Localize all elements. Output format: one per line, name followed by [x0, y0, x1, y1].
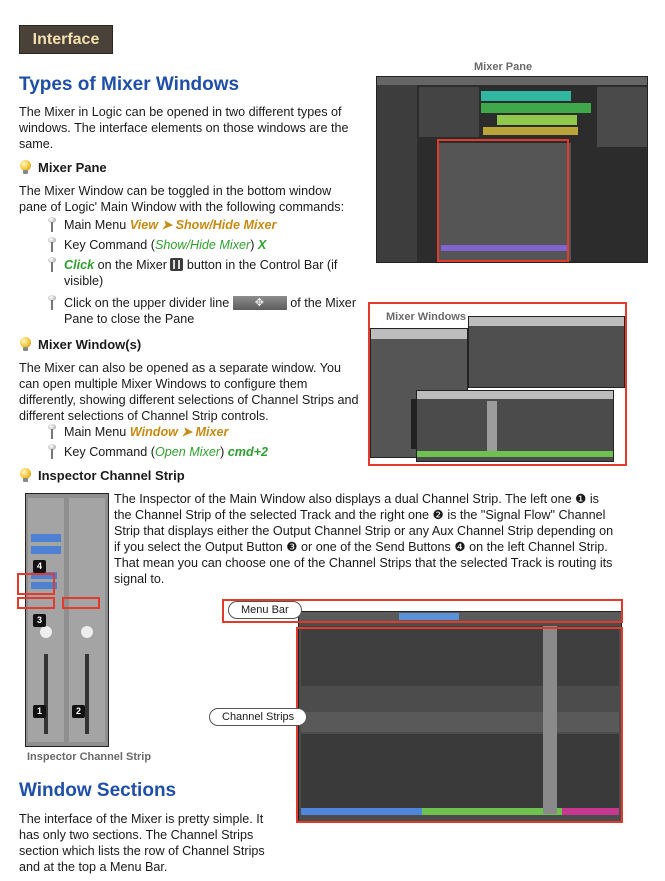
inspector-text: The Inspector of the Main Window also displays a dual Channel Strip. The left one ❶ is the Channel Strip of the selected Track and the right one ❷ is the "Signal Flow" Channel Strip that displays either the Output Channel Strip or any Aux Channel Strip depending on if you select the Output Button ❸ or one of the Send Buttons ❹ on the left Channel Strip. That mean you can choose one of the Channel Strips that the selected Track is routing its signal to.: [114, 492, 614, 586]
click-word: Click: [64, 258, 95, 272]
bullet-text: Key Command (: [64, 238, 155, 252]
mixer-window-screenshot-3: [416, 390, 614, 462]
types-intro: The Mixer in Logic can be opened in two different types of windows. The interface elements on those windows are the same.: [19, 105, 349, 151]
inspector-caption: Inspector Channel Strip: [27, 751, 152, 763]
pushpin-icon: [46, 295, 58, 311]
key-command-key: cmd+2: [227, 445, 269, 459]
section-tag: Interface: [19, 25, 113, 54]
channel-strips-highlight: [296, 627, 623, 823]
mixer-windows-bullet-1: [46, 424, 228, 440]
channel-strips-callout: Channel Strips: [209, 708, 307, 726]
bullet-text: Main Menu: [64, 425, 130, 439]
lightbulb-icon: [19, 468, 32, 483]
inspector-heading-text: Inspector Channel Strip: [38, 468, 185, 483]
pushpin-icon: [46, 217, 58, 233]
output-button-highlight: [17, 597, 55, 609]
mixer-windows-heading-text: Mixer Window(s): [38, 337, 142, 352]
mixer-pane-highlight: [437, 139, 569, 262]
pushpin-icon: [46, 424, 58, 440]
key-command-name: Show/Hide Mixer: [155, 238, 251, 252]
mixer-pane-text: The Mixer Window can be toggled in the bottom window pane of Logic' Main Window with the following commands:: [19, 184, 345, 214]
key-command-name: Open Mixer: [155, 445, 221, 459]
mixer-windows-caption: Mixer Windows: [386, 311, 466, 323]
pushpin-icon: [46, 444, 58, 460]
key-command-key: X: [257, 238, 267, 252]
mixer-windows-bullet-2: [46, 444, 268, 460]
lightbulb-icon: [19, 337, 32, 352]
types-title: Types of Mixer Windows: [19, 74, 240, 95]
pushpin-icon: [46, 257, 58, 273]
menu-command: View ➤ Show/Hide Mixer: [129, 218, 277, 232]
bullet-text: button in the Control Bar (if visible): [64, 258, 338, 288]
bullet-text: Key Command (: [64, 445, 155, 459]
bullet-text: Click on the upper divider line: [64, 296, 233, 310]
mixer-pane-heading-text: Mixer Pane: [38, 160, 107, 175]
pushpin-icon: [46, 237, 58, 253]
inspector-heading: [19, 468, 185, 483]
marker-3: 3: [33, 614, 46, 627]
mixer-button-icon: [170, 258, 183, 271]
menu-bar-callout: Menu Bar: [228, 601, 302, 619]
bullet-text: of the Mixer Pane to close the Pane: [64, 296, 357, 326]
mixer-windows-text: The Mixer can also be opened as a separate window. You can open multiple Mixer Windows to configure them differently, showing different selections of Channel Strips and different selections of Channel Strip controls.: [19, 361, 359, 423]
mixer-pane-caption: Mixer Pane: [474, 61, 533, 73]
bullet-text: on the Mixer: [94, 258, 171, 272]
bullet-text: Main Menu: [64, 218, 130, 232]
mixer-pane-bullet-1: [46, 217, 276, 233]
lightbulb-icon: [19, 160, 32, 175]
window-sections-title: Window Sections: [19, 780, 177, 801]
window-sections-text-1: The interface of the Mixer is pretty simple. It has only two sections. The Channel Strips section which lists the row of Channel Strips and at the top a Menu Bar.: [19, 812, 265, 874]
marker-2: 2: [72, 705, 85, 718]
mixer-pane-bullet-4: [46, 295, 356, 327]
mixer-pane-bullet-2: [46, 237, 266, 253]
mixer-window-screenshot-2: [468, 316, 625, 388]
signal-flow-highlight: [62, 597, 100, 609]
mixer-pane-heading: [19, 160, 107, 175]
mixer-pane-bullet-3: [46, 257, 346, 289]
divider-line-icon: [233, 296, 287, 310]
marker-4: 4: [33, 560, 46, 573]
mixer-windows-heading: [19, 337, 141, 352]
menu-command: Window ➤ Mixer: [129, 425, 229, 439]
bullet-text: ): [220, 445, 228, 459]
send-buttons-highlight: [17, 573, 55, 595]
marker-1: 1: [33, 705, 46, 718]
bullet-text: ): [250, 238, 258, 252]
